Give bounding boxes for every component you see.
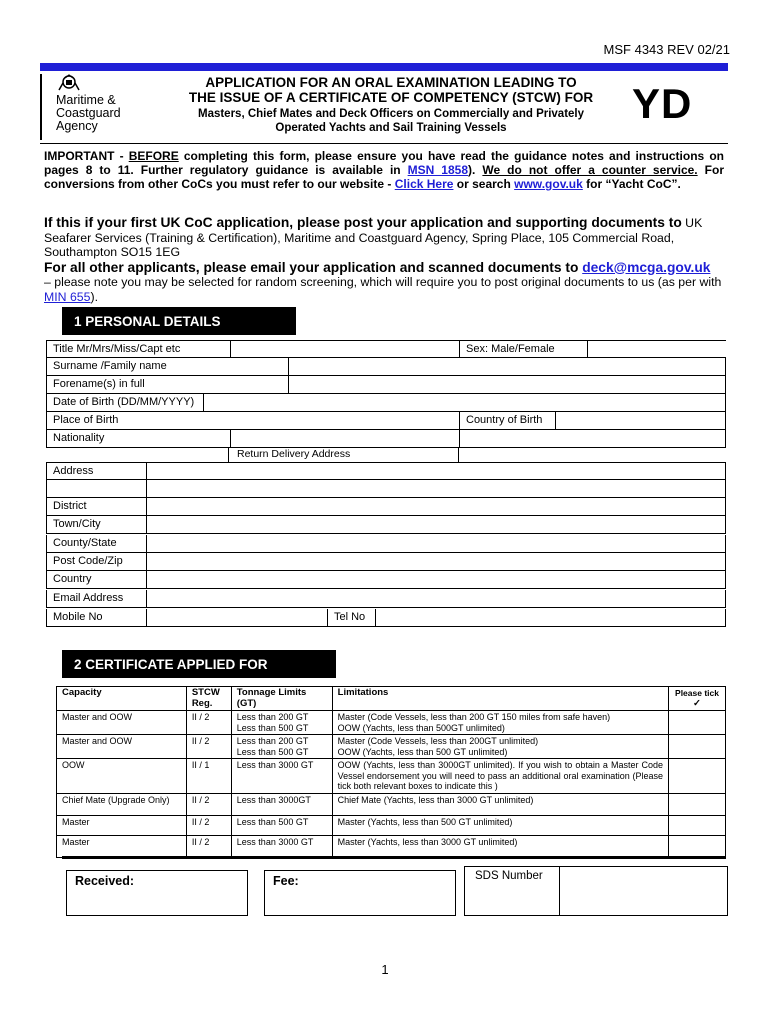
row-6-capacity: Master: [57, 835, 187, 857]
screening-note: – please note you may be selected for random screening, which will require you to post original documents to us (as per with: [44, 275, 722, 289]
row-2-capacity: Master and OOW: [57, 735, 187, 759]
country-row: [46, 571, 726, 589]
email-row: [46, 590, 726, 608]
important-label: IMPORTANT -: [44, 149, 129, 163]
row-1-capacity: Master and OOW: [57, 711, 187, 735]
tick-header-label: Please tick: [675, 688, 719, 698]
town-row: [46, 516, 726, 534]
logo-line-2: Coastguard: [56, 106, 121, 120]
form-reference: MSF 4343 REV 02/21: [603, 42, 730, 57]
form-title: [160, 75, 622, 135]
row-3-stcw: II / 1: [186, 759, 231, 794]
nationality-row: [46, 430, 726, 448]
phone-row: [46, 609, 726, 627]
dob-row: [46, 394, 726, 412]
check-icon: ✓: [693, 697, 701, 709]
place-of-birth-label: Place of Birth: [53, 414, 119, 426]
table-row: [57, 711, 726, 735]
received-box[interactable]: [66, 870, 248, 916]
county-label: County/State: [53, 537, 117, 549]
postcode-row: [46, 553, 726, 571]
birthplace-row: [46, 412, 726, 430]
row-4-tick-box[interactable]: [669, 793, 726, 815]
fee-box[interactable]: [264, 870, 456, 916]
sex-label: Sex: Male/Female: [466, 343, 555, 355]
return-address-heading: [228, 448, 458, 462]
district-row: [46, 498, 726, 516]
mca-logo: [40, 74, 136, 140]
county-row: [46, 535, 726, 553]
table-row: [57, 735, 726, 759]
surname-label: Surname /Family name: [53, 360, 167, 372]
title-line-2: THE ISSUE OF A CERTIFICATE OF COMPETENCY (STCW) FOR: [188, 90, 594, 105]
min-655-link[interactable]: MIN 655: [44, 289, 91, 304]
header-blue-bar: [40, 63, 728, 71]
forenames-label: Forename(s) in full: [53, 378, 145, 390]
row-5-tonnage: Less than 500 GT: [231, 815, 332, 835]
row-2-tonnage: Less than 200 GT Less than 500 GT: [231, 735, 332, 759]
row-3-tick-box[interactable]: [669, 759, 726, 794]
row-5-tick-box[interactable]: [669, 815, 726, 835]
row-1-tick-box[interactable]: [669, 711, 726, 735]
submission-instructions: [44, 216, 734, 304]
row-4-tonnage: Less than 3000GT: [231, 793, 332, 815]
row-1-limitations: Master (Code Vessels, less than 200 GT 150 miles from safe haven) OOW (Yachts, less than 500GT unlimited): [332, 711, 668, 735]
address-line-2-row: [46, 480, 726, 498]
row-2-limitations: Master (Code Vessels, less than 200GT unlimited) OOW (Yachts, less than 500 GT unlimited): [332, 735, 668, 759]
important-notice: [44, 149, 724, 191]
row-5-stcw: II / 2: [186, 815, 231, 835]
row-2-stcw: II / 2: [186, 735, 231, 759]
tonnage-header: Tonnage Limits (GT): [231, 687, 332, 711]
header-divider: [40, 143, 728, 144]
royal-crest-icon: [56, 74, 136, 94]
capacity-header: Capacity: [57, 687, 187, 711]
subtitle-line-2: Operated Yachts and Sail Training Vessels: [275, 122, 507, 134]
office-use-divider: [62, 856, 726, 859]
forenames-row: [46, 376, 726, 394]
logo-line-1: Maritime &: [56, 93, 116, 107]
address-label: Address: [53, 465, 94, 477]
return-address-label: Return Delivery Address: [237, 448, 351, 460]
table-row: [57, 835, 726, 857]
govuk-link[interactable]: www.gov.uk: [514, 177, 583, 191]
row-6-stcw: II / 2: [186, 835, 231, 857]
row-6-tonnage: Less than 3000 GT: [231, 835, 332, 857]
important-text-4: or search: [453, 177, 515, 191]
sds-number-field[interactable]: [560, 867, 727, 915]
tel-label: Tel No: [334, 611, 366, 623]
address-row: [46, 462, 726, 480]
surname-row: [46, 358, 726, 376]
msn-1858-link[interactable]: MSN 1858: [407, 163, 469, 177]
email-label: Email Address: [53, 592, 124, 604]
row-4-stcw: II / 2: [186, 793, 231, 815]
click-here-link[interactable]: Click Here: [394, 177, 454, 191]
town-label: Town/City: [53, 518, 101, 530]
postcode-label: Post Code/Zip: [53, 555, 123, 567]
row-3-tonnage: Less than 3000 GT: [231, 759, 332, 794]
tick-header: [669, 687, 726, 711]
country-of-birth-label: Country of Birth: [466, 414, 543, 426]
logo-line-3: Agency: [56, 119, 98, 133]
no-counter-text: We do not offer a counter service.: [482, 163, 698, 177]
row-3-limitations: OOW (Yachts, less than 3000GT unlimited). If you wish to obtain a Master Code Vessel endorsement you will need to pass an additional oral examination (Please tick both relevant boxes to indicate this ): [332, 759, 668, 794]
section-2-heading: 2 CERTIFICATE APPLIED FOR: [62, 650, 336, 678]
page-number: 1: [381, 962, 389, 977]
important-text-3: For conversions from other CoCs you must refer to our website -: [44, 163, 724, 191]
title-label: Title Mr/Mrs/Miss/Capt etc: [53, 343, 181, 355]
nationality-label: Nationality: [53, 432, 105, 444]
row-6-limitations: Master (Yachts, less than 3000 GT unlimited): [332, 835, 668, 857]
sds-number-box: [464, 866, 728, 916]
row-5-limitations: Master (Yachts, less than 500 GT unlimited): [332, 815, 668, 835]
title-sex-row: [46, 340, 726, 358]
before-text: BEFORE: [128, 149, 179, 163]
table-row: [57, 815, 726, 835]
mobile-label: Mobile No: [53, 611, 103, 623]
dob-label: Date of Birth (DD/MM/YYYY): [53, 396, 195, 408]
table-row: [57, 759, 726, 794]
row-4-limitations: Chief Mate (Yachts, less than 3000 GT unlimited): [332, 793, 668, 815]
stcw-header: STCW Reg.: [186, 687, 231, 711]
fee-label: Fee:: [273, 874, 299, 888]
limitations-header: Limitations: [332, 687, 668, 711]
row-1-tonnage: Less than 200 GT Less than 500 GT: [231, 711, 332, 735]
district-label: District: [53, 500, 87, 512]
row-1-stcw: II / 2: [186, 711, 231, 735]
important-text-5: for “Yacht CoC”.: [582, 177, 681, 191]
row-5-capacity: Master: [57, 815, 187, 835]
screening-note-end: ).: [90, 289, 98, 304]
table-row: [57, 793, 726, 815]
important-text-2: ).: [468, 163, 483, 177]
important-text-1: completing this form, please ensure you have read the guidance notes and instructions on pages 8 to 11. Further regulatory guidance is available in: [44, 149, 724, 177]
first-application-heading: If this if your first UK CoC application, please post your application and supporting documents to: [44, 215, 682, 230]
row-3-capacity: OOW: [57, 759, 187, 794]
row-4-capacity: Chief Mate (Upgrade Only): [57, 793, 187, 815]
certificate-table: [56, 686, 726, 858]
title-line-1: APPLICATION FOR AN ORAL EXAMINATION LEADING TO: [205, 75, 577, 90]
sds-number-label: SDS Number: [475, 870, 543, 882]
form-code: YD: [632, 80, 693, 127]
received-label: Received:: [75, 874, 135, 888]
deck-email-link[interactable]: deck@mcga.gov.uk: [582, 259, 711, 275]
other-applicants-heading: For all other applicants, please email your application and scanned documents to: [44, 259, 583, 275]
subtitle-line-1: Masters, Chief Mates and Deck Officers on Commercially and Privately: [197, 108, 585, 120]
country-label: Country: [53, 573, 92, 585]
postal-address: UK Seafarer Services (Training & Certification), Maritime and Coastguard Agency, Spring Place, 105 Commercial Road, Southampton SO15 1EG: [44, 216, 703, 259]
section-1-heading: 1 PERSONAL DETAILS: [62, 307, 296, 335]
row-2-tick-box[interactable]: [669, 735, 726, 759]
table-header-row: [57, 687, 726, 711]
row-6-tick-box[interactable]: [669, 835, 726, 857]
